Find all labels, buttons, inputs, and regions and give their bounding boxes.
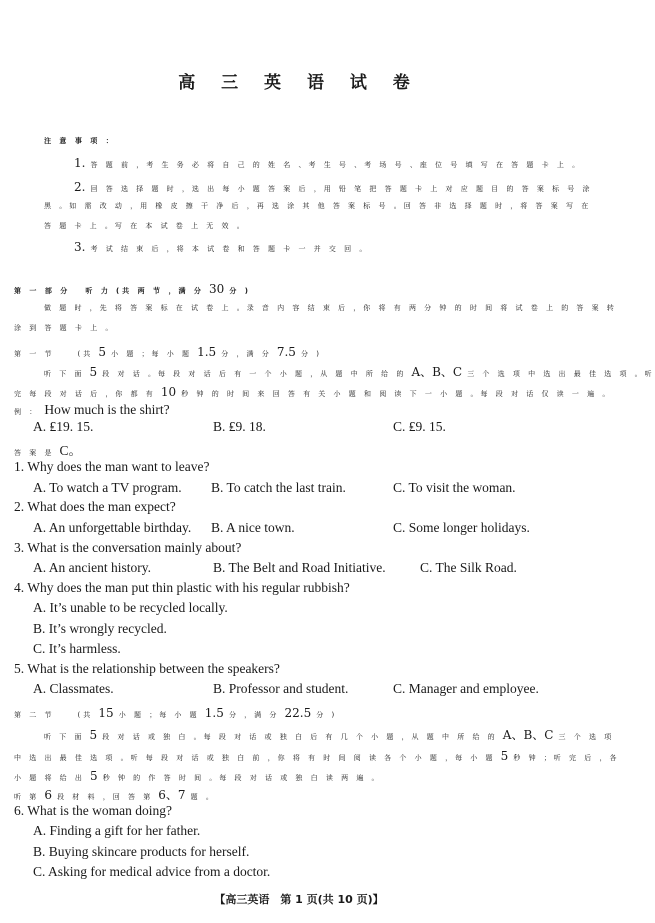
section2-dir2-a: 中 选 出 最 佳 选 项 。听 每 段 对 话 或 独 白 前 ，你 将 有 时 间 阅 读 各 个 小 题 ，每 小 题 xyxy=(14,754,496,762)
page-footer: 【高三英语 第 1 页(共 10 页)】 xyxy=(214,893,384,906)
section1-dir2-number: 10 xyxy=(160,385,177,399)
part1-intro-line-2: 涂 到 答 题 卡 上 。 xyxy=(14,324,116,332)
section2-dir3-a: 小 题 将 给 出 xyxy=(14,774,85,782)
notice-item-1-text: 答 题 前 ，考 生 务 必 将 自 己 的 姓 名 、考 生 号 、考 场 号 、座 位 号 填 写 在 答 题 卡 上 。 xyxy=(90,161,583,169)
section2-info-d: 分 ) xyxy=(316,711,338,719)
section2-directions-line-1 xyxy=(44,724,614,743)
section2-label: 第 二 节 xyxy=(14,711,55,719)
question-4-stem: 4. Why does the man put thin plastic with his regular rubbish? xyxy=(14,580,350,595)
example-label: 例 ： xyxy=(14,408,40,416)
question-3-stem: 3. What is the conversation mainly about? xyxy=(14,540,242,555)
question-4-option-c: C. It’s harmless. xyxy=(33,641,121,656)
section2-total: 22.5 xyxy=(284,706,312,720)
section2-info-c: 分 ，满 分 xyxy=(228,711,280,719)
section2-dir1-a: 听 下 面 xyxy=(44,733,85,741)
notice-item-1-number: 1. xyxy=(74,156,86,170)
part1-heading xyxy=(14,278,251,297)
section1-info-d: 分 ) xyxy=(301,350,322,358)
notice-item-2 xyxy=(74,176,593,195)
question-2-option-b: B. A nice town. xyxy=(211,520,295,535)
example-question-text: How much is the shirt? xyxy=(44,402,170,417)
part1-info-open: (共 两 节 ，满 分 xyxy=(115,287,204,295)
section1-dir1-b: 段 对 话 。每 段 对 话 后 有 一 个 小 题 ，从 题 中 所 给 的 xyxy=(102,370,407,378)
section1-heading xyxy=(14,341,322,360)
section2-directions-line-3 xyxy=(14,765,382,784)
question-6-option-b: B. Buying skincare products for herself. xyxy=(33,844,250,859)
question-5-option-c: C. Manager and employee. xyxy=(393,681,539,696)
section1-total: 7.5 xyxy=(276,345,296,359)
question-4-option-a: A. It’s unable to be recycled locally. xyxy=(33,600,228,615)
section2-material-b: 段 材 料 ，回 答 第 xyxy=(57,793,154,801)
question-3-option-b: B. The Belt and Road Initiative. xyxy=(213,560,386,575)
notice-item-2-number: 2. xyxy=(74,180,86,194)
question-5-stem: 5. What is the relationship between the speakers? xyxy=(14,661,280,676)
section2-material-number: 6 xyxy=(44,788,52,802)
section1-count: 5 xyxy=(98,345,107,359)
notice-item-1 xyxy=(74,152,582,171)
section2-info-a: (共 xyxy=(77,711,94,719)
section1-dir1-c: 三 个 选 项 中 选 出 最 佳 选 项 。听 xyxy=(467,370,655,378)
section1-info-b: 小 题 ；每 小 题 xyxy=(111,350,193,358)
notice-item-3-number: 3. xyxy=(74,240,86,254)
notice-item-2-line-3: 答 题 卡 上 。写 在 本 试 卷 上 无 效 。 xyxy=(44,222,247,230)
section2-count: 15 xyxy=(98,706,114,720)
example-option-a: A. ₤19. 15. xyxy=(33,419,94,434)
part1-intro-line-1: 做 题 时 ，先 将 答 案 标 在 试 卷 上 。录 音 内 容 结 束 后 ，你 将 有 两 分 钟 的 时 间 将 试 卷 上 的 答 案 转 xyxy=(44,304,617,312)
section2-material-questions: 6、7 xyxy=(158,788,186,802)
section2-heading xyxy=(14,702,337,721)
part1-name: 听 力 xyxy=(85,287,111,295)
section2-dir3-b: 秒 钟 的 作 答 时 间 。每 段 对 话 或 独 白 读 两 遍 。 xyxy=(102,774,382,782)
section2-info-b: 小 题 ；每 小 题 xyxy=(118,711,200,719)
section2-per-score: 1.5 xyxy=(204,706,224,720)
question-2-option-c: C. Some longer holidays. xyxy=(393,520,530,535)
question-1-option-a: A. To watch a TV program. xyxy=(33,480,182,495)
exam-title: 高 三 英 语 试 卷 xyxy=(178,73,420,93)
section2-dir2-number: 5 xyxy=(500,749,509,763)
part1-label: 第 一 部 分 xyxy=(14,287,71,295)
section1-dir1-number: 5 xyxy=(89,365,98,379)
question-4-option-b: B. It’s wrongly recycled. xyxy=(33,621,167,636)
example-answer-value: C。 xyxy=(59,443,83,458)
section1-dir2-b: 秒 钟 的 时 间 来 回 答 有 关 小 题 和 阅 读 下 一 小 题 。每 段 对 话 仅 读 一 遍 。 xyxy=(181,390,613,398)
section2-material-instruction xyxy=(14,784,216,803)
example-option-c: C. ₤9. 15. xyxy=(393,419,446,434)
example-answer-label: 答 案 是 xyxy=(14,449,55,457)
section1-dir2-a: 完 每 段 对 话 后 ，你 都 有 xyxy=(14,390,156,398)
question-6-stem: 6. What is the woman doing? xyxy=(14,803,172,818)
question-1-option-b: B. To catch the last train. xyxy=(211,480,346,495)
section1-dir1-abc: A、B、C xyxy=(411,365,463,379)
part1-score: 30 xyxy=(208,282,225,296)
section2-dir1-number: 5 xyxy=(89,728,98,742)
section1-dir1-a: 听 下 面 xyxy=(44,370,85,378)
question-5-option-b: B. Professor and student. xyxy=(213,681,349,696)
section2-dir1-c: 三 个 选 项 xyxy=(558,733,615,741)
question-1-stem: 1. Why does the man want to leave? xyxy=(14,459,210,474)
example-option-b: B. ₤9. 18. xyxy=(213,419,266,434)
section2-dir1-abc: A、B、C xyxy=(502,728,554,742)
section2-dir1-b: 段 对 话 或 独 白 。每 段 对 话 或 独 白 后 有 几 个 小 题 ，从 题 中 所 给 的 xyxy=(102,733,498,741)
notice-item-3-text: 考 试 结 束 后 ，将 本 试 卷 和 答 题 卡 一 并 交 回 。 xyxy=(90,245,370,253)
question-5-option-a: A. Classmates. xyxy=(33,681,114,696)
notice-item-2-line-2: 黑 。如 需 改 动 ，用 橡 皮 擦 干 净 后 ，再 选 涂 其 他 答 案 标 号 。回 答 非 选 择 题 时 ，将 答 案 写 在 xyxy=(44,202,592,210)
section2-dir3-number: 5 xyxy=(90,769,98,783)
question-6-option-c: C. Asking for medical advice from a doctor. xyxy=(33,864,271,879)
section1-directions-line-1 xyxy=(44,361,655,380)
section2-material-c: 题 。 xyxy=(190,793,216,801)
example-question xyxy=(14,399,170,418)
section1-label: 第 一 节 xyxy=(14,350,55,358)
question-6-option-a: A. Finding a gift for her father. xyxy=(33,823,201,838)
section1-directions-line-2 xyxy=(14,381,612,400)
section1-info-a: (共 xyxy=(77,350,94,358)
section2-dir2-b: 秒 钟 ；听 完 后 ，各 xyxy=(513,754,620,762)
notice-item-2-line-1: 回 答 选 择 题 时 ，选 出 每 小 题 答 案 后 ，用 铅 笔 把 答 题 卡 上 对 应 题 目 的 答 案 标 号 涂 xyxy=(90,185,593,193)
question-3-option-c: C. The Silk Road. xyxy=(420,560,517,575)
section1-info-c: 分 ，满 分 xyxy=(221,350,272,358)
question-2-stem: 2. What does the man expect? xyxy=(14,499,176,514)
part1-info-close: 分 ) xyxy=(229,287,251,295)
question-3-option-a: A. An ancient history. xyxy=(33,560,151,575)
notice-item-3 xyxy=(74,236,369,255)
notice-heading: 注 意 事 项 ： xyxy=(44,137,116,145)
section2-material-a: 听 第 xyxy=(14,793,40,801)
section2-directions-line-2 xyxy=(14,745,620,764)
question-1-option-c: C. To visit the woman. xyxy=(393,480,516,495)
question-2-option-a: A. An unforgettable birthday. xyxy=(33,520,192,535)
example-answer xyxy=(14,439,82,459)
section1-per-score: 1.5 xyxy=(197,345,217,359)
